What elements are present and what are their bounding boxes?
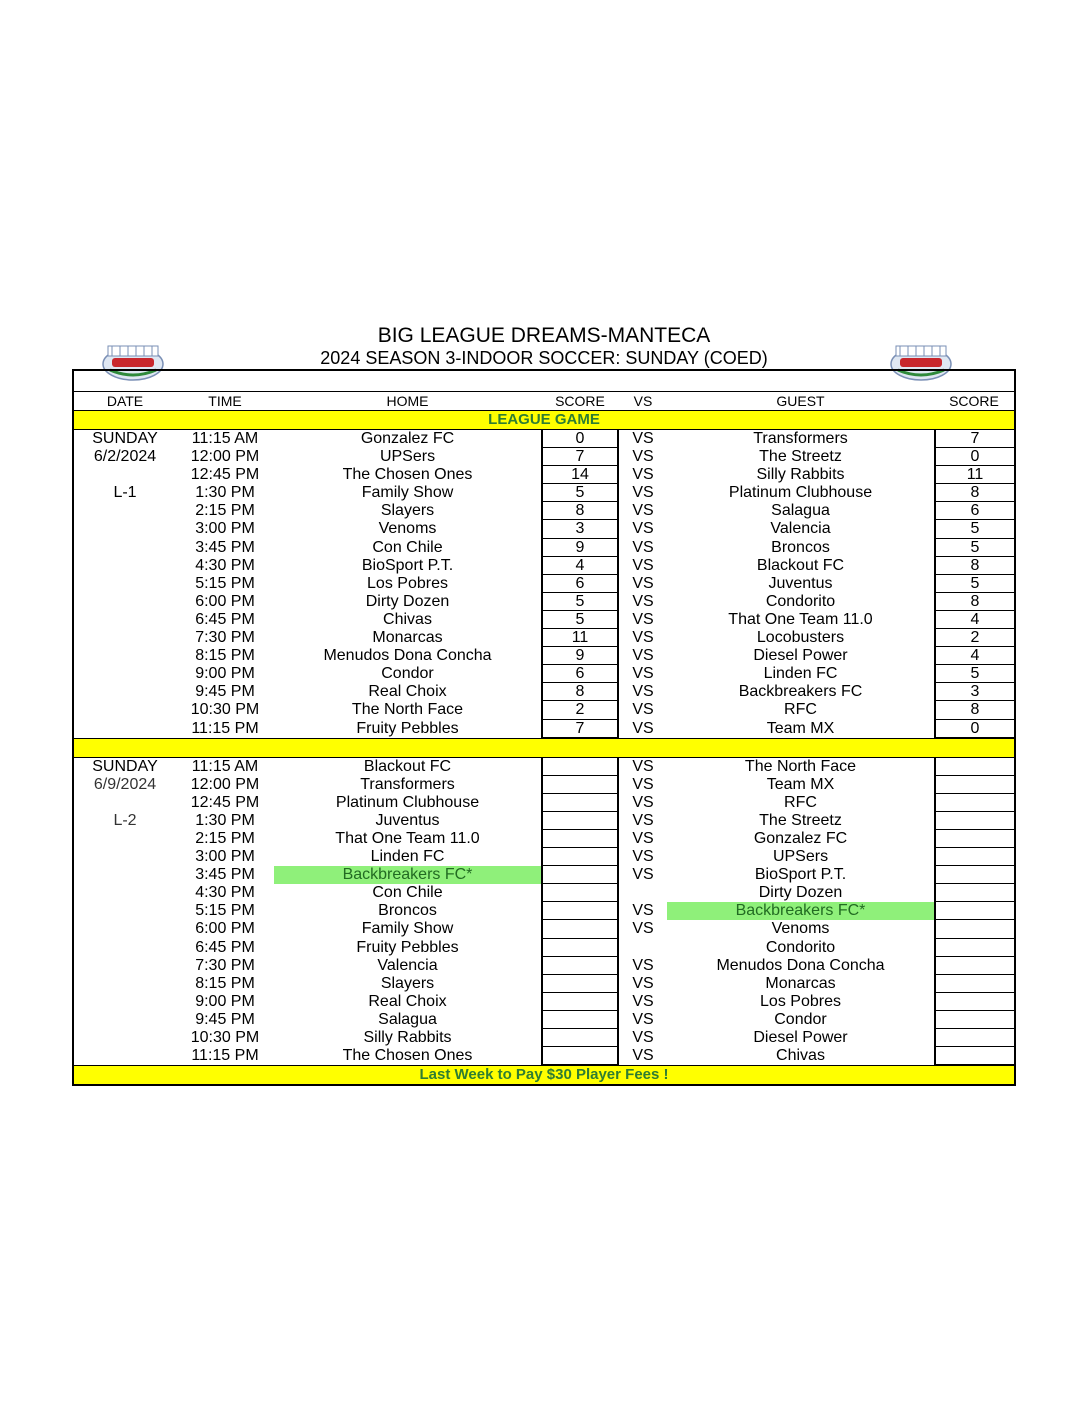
home-team: BioSport P.T.	[361, 556, 454, 574]
col-time: TIME	[208, 393, 242, 409]
game-row	[74, 866, 1014, 884]
game-time: 6:45 PM	[195, 938, 255, 956]
guest-team: Los Pobres	[760, 992, 841, 1010]
game-date-cell	[74, 665, 176, 683]
guest-team: RFC	[784, 701, 817, 719]
guest-score	[934, 993, 1014, 1011]
home-team: Los Pobres	[367, 574, 448, 592]
game-time: 11:15 AM	[191, 430, 259, 447]
home-team: UPSers	[379, 448, 436, 466]
game-row	[74, 848, 1014, 866]
page-title: BIG LEAGUE DREAMS-MANTECA	[377, 324, 711, 347]
game-row	[74, 1011, 1014, 1029]
game-time: 10:30 PM	[190, 1029, 260, 1046]
table-top-row	[74, 371, 1014, 392]
home-team: Broncos	[378, 902, 437, 920]
guest-score	[934, 957, 1014, 975]
game-time: 6:00 PM	[195, 592, 255, 610]
game-row	[74, 575, 1014, 593]
game-row	[74, 794, 1014, 812]
guest-team: Transformers	[753, 430, 848, 447]
guest-score: 8	[934, 484, 1014, 502]
guest-team: Blackout FC	[756, 556, 845, 574]
game-date-cell: 6/2/2024	[93, 448, 157, 466]
guest-score: 5	[934, 539, 1014, 557]
home-score	[541, 812, 619, 830]
home-score: 3	[541, 520, 619, 538]
vs-label: VS	[632, 920, 654, 938]
game-date-cell	[74, 830, 176, 848]
guest-score: 0	[934, 720, 1014, 738]
guest-team: UPSers	[772, 848, 829, 866]
guest-score: 3	[934, 683, 1014, 701]
game-row	[74, 539, 1014, 557]
week-separator-band	[74, 738, 1014, 758]
game-row	[74, 502, 1014, 520]
game-time: 9:45 PM	[195, 1010, 255, 1028]
guest-score: 7	[934, 430, 1014, 448]
guest-score	[934, 975, 1014, 993]
guest-team: Diesel Power	[753, 647, 848, 665]
guest-score: 2	[934, 629, 1014, 647]
home-team: Platinum Clubhouse	[335, 793, 480, 811]
home-score: 0	[541, 430, 619, 448]
home-team: Juventus	[375, 811, 440, 829]
game-date-cell	[74, 884, 176, 902]
game-date-cell	[74, 866, 176, 884]
game-row	[74, 448, 1014, 466]
game-time: 3:00 PM	[195, 520, 255, 538]
game-row	[74, 830, 1014, 848]
home-team: Family Show	[361, 484, 454, 502]
game-time: 3:45 PM	[195, 538, 255, 556]
home-score	[541, 776, 619, 794]
home-score	[541, 975, 619, 993]
game-row	[74, 1047, 1014, 1065]
vs-label: VS	[632, 1047, 654, 1065]
home-score: 11	[541, 629, 619, 647]
guest-score	[934, 1011, 1014, 1029]
game-row	[74, 629, 1014, 647]
home-team: Chivas	[383, 610, 432, 628]
game-row	[74, 720, 1014, 738]
home-score: 7	[541, 720, 619, 738]
game-date-cell	[74, 647, 176, 665]
game-date-cell: L-2	[113, 811, 137, 829]
guest-team: BioSport P.T.	[754, 866, 847, 884]
game-row	[74, 1029, 1014, 1047]
guest-score	[934, 939, 1014, 957]
guest-score: 11	[934, 466, 1014, 484]
game-row	[74, 593, 1014, 611]
game-row	[74, 993, 1014, 1011]
vs-label: VS	[632, 757, 654, 775]
game-date-cell	[74, 520, 176, 538]
vs-label: VS	[632, 1010, 654, 1028]
home-score	[541, 848, 619, 866]
home-team: Blackout FC	[363, 757, 452, 775]
home-score	[541, 758, 619, 776]
game-time: 2:15 PM	[195, 502, 255, 520]
home-team: Gonzalez FC	[360, 430, 455, 447]
guest-score: 5	[934, 575, 1014, 593]
home-score: 9	[541, 539, 619, 557]
guest-score	[934, 794, 1014, 812]
home-team: Con Chile	[372, 538, 443, 556]
game-date-cell	[74, 611, 176, 629]
vs-label: VS	[632, 610, 654, 628]
game-row	[74, 611, 1014, 629]
week1-games	[74, 430, 1014, 738]
guest-team: RFC	[784, 793, 817, 811]
vs-label: VS	[632, 866, 654, 884]
home-team: Venoms	[378, 520, 437, 538]
game-time: 4:30 PM	[195, 884, 255, 902]
vs-label: VS	[632, 502, 654, 520]
schedule-table	[72, 369, 1016, 1086]
home-score	[541, 1011, 619, 1029]
game-time: 12:45 PM	[190, 793, 260, 811]
game-row	[74, 520, 1014, 538]
guest-score	[934, 1047, 1014, 1065]
home-team: Fruity Pebbles	[356, 719, 459, 737]
vs-label: VS	[632, 701, 654, 719]
game-date-cell	[74, 848, 176, 866]
game-time: 7:30 PM	[195, 956, 255, 974]
guest-team: Menudos Dona Concha	[716, 956, 885, 974]
guest-team: Broncos	[771, 538, 830, 556]
game-date-cell	[74, 683, 176, 701]
guest-team: Team MX	[766, 775, 835, 793]
home-score: 5	[541, 593, 619, 611]
game-row	[74, 647, 1014, 665]
game-time: 11:15 PM	[191, 1047, 259, 1065]
game-time: 9:00 PM	[195, 992, 255, 1010]
col-guest-score: SCORE	[949, 393, 999, 409]
vs-label: VS	[632, 448, 654, 466]
vs-label: VS	[632, 719, 654, 737]
home-team: Con Chile	[372, 884, 443, 902]
home-score: 7	[541, 448, 619, 466]
vs-label: VS	[632, 902, 654, 920]
home-score	[541, 920, 619, 938]
guest-score: 4	[934, 647, 1014, 665]
week2-games	[74, 758, 1014, 1066]
home-score: 8	[541, 502, 619, 520]
vs-label: VS	[632, 848, 654, 866]
guest-score	[934, 848, 1014, 866]
game-time: 9:45 PM	[195, 683, 255, 701]
guest-team: Dirty Dozen	[758, 884, 843, 902]
home-score	[541, 993, 619, 1011]
guest-team: Chivas	[776, 1047, 825, 1065]
game-time: 6:00 PM	[195, 920, 255, 938]
game-time: 11:15 AM	[191, 757, 259, 775]
vs-label: VS	[632, 775, 654, 793]
vs-label: VS	[632, 556, 654, 574]
guest-score	[934, 902, 1014, 920]
game-date-cell	[74, 975, 176, 993]
game-row	[74, 812, 1014, 830]
guest-score	[934, 884, 1014, 902]
league-game-band: LEAGUE GAME	[74, 410, 1014, 430]
footer-notice: Last Week to Pay $30 Player Fees !	[74, 1065, 1014, 1084]
guest-team: Gonzalez FC	[753, 829, 848, 847]
guest-score	[934, 920, 1014, 938]
game-date-cell	[74, 993, 176, 1011]
guest-team: That One Team 11.0	[728, 610, 873, 628]
game-row	[74, 939, 1014, 957]
home-team: Backbreakers FC*	[274, 866, 541, 884]
home-team: Monarcas	[372, 629, 443, 647]
game-time: 12:45 PM	[190, 466, 260, 484]
game-row	[74, 975, 1014, 993]
game-time: 7:30 PM	[195, 629, 255, 647]
home-score: 4	[541, 557, 619, 575]
home-team: Menudos Dona Concha	[323, 647, 492, 665]
guest-team: Locobusters	[756, 629, 845, 647]
guest-score	[934, 776, 1014, 794]
guest-score: 5	[934, 520, 1014, 538]
game-date-cell	[74, 575, 176, 593]
game-time: 12:00 PM	[190, 448, 260, 466]
col-home: HOME	[386, 393, 429, 409]
vs-label: VS	[632, 811, 654, 829]
home-team: Silly Rabbits	[363, 1029, 452, 1046]
guest-team: Team MX	[766, 719, 835, 737]
game-date-cell: 6/9/2024	[93, 775, 157, 793]
home-team: Transformers	[360, 775, 455, 793]
game-row	[74, 776, 1014, 794]
guest-score	[934, 758, 1014, 776]
game-time: 8:15 PM	[195, 974, 255, 992]
guest-team: Monarcas	[765, 974, 836, 992]
home-score	[541, 830, 619, 848]
home-score: 8	[541, 683, 619, 701]
col-guest: GUEST	[776, 393, 825, 409]
game-time: 3:00 PM	[195, 848, 255, 866]
game-date-cell	[74, 720, 176, 738]
guest-team: Platinum Clubhouse	[728, 484, 873, 502]
vs-label: VS	[632, 647, 654, 665]
col-date: DATE	[106, 393, 144, 409]
home-score: 14	[541, 466, 619, 484]
guest-score: 0	[934, 448, 1014, 466]
guest-team: Diesel Power	[753, 1029, 848, 1046]
guest-score	[934, 812, 1014, 830]
home-score: 5	[541, 611, 619, 629]
home-score	[541, 794, 619, 812]
guest-team: Silly Rabbits	[756, 466, 845, 484]
game-time: 5:15 PM	[195, 574, 255, 592]
home-score	[541, 884, 619, 902]
game-date-cell	[74, 1011, 176, 1029]
home-team: That One Team 11.0	[335, 829, 480, 847]
home-team: Linden FC	[370, 848, 445, 866]
game-date-cell	[74, 557, 176, 575]
home-team: Slayers	[380, 974, 435, 992]
guest-team: Linden FC	[763, 665, 838, 683]
vs-label: VS	[632, 629, 654, 647]
guest-score: 8	[934, 593, 1014, 611]
col-vs: VS	[633, 393, 653, 409]
game-date-cell	[74, 902, 176, 920]
guest-team: Backbreakers FC*	[667, 902, 934, 920]
home-team: Dirty Dozen	[365, 592, 450, 610]
game-row	[74, 902, 1014, 920]
guest-score: 4	[934, 611, 1014, 629]
col-home-score: SCORE	[555, 393, 605, 409]
home-team: Real Choix	[368, 992, 447, 1010]
game-date-cell: L-1	[113, 484, 137, 502]
game-time: 3:45 PM	[195, 866, 255, 884]
vs-label: VS	[632, 466, 654, 484]
home-team: Slayers	[380, 502, 435, 520]
guest-score: 8	[934, 701, 1014, 719]
game-date-cell	[74, 502, 176, 520]
guest-team: The Streetz	[759, 811, 842, 829]
home-team: Valencia	[377, 956, 438, 974]
game-date-cell	[74, 939, 176, 957]
game-time: 6:45 PM	[195, 610, 255, 628]
game-date-cell: SUNDAY	[92, 430, 158, 447]
home-score: 5	[541, 484, 619, 502]
game-row	[74, 665, 1014, 683]
vs-label: VS	[632, 1029, 654, 1046]
home-team: The North Face	[351, 701, 464, 719]
game-row	[74, 758, 1014, 776]
game-time: 9:00 PM	[195, 665, 255, 683]
home-team: Salagua	[378, 1010, 437, 1028]
guest-team: Condorito	[765, 592, 836, 610]
vs-label: VS	[632, 793, 654, 811]
game-row	[74, 466, 1014, 484]
game-time: 8:15 PM	[195, 647, 255, 665]
vs-label: VS	[632, 683, 654, 701]
guest-team: Salagua	[771, 502, 830, 520]
vs-label: VS	[632, 956, 654, 974]
guest-score: 5	[934, 665, 1014, 683]
game-date-cell	[74, 701, 176, 719]
guest-score	[934, 1029, 1014, 1047]
vs-label: VS	[632, 484, 654, 502]
guest-team: Condorito	[765, 938, 836, 956]
home-team: Condor	[381, 665, 434, 683]
guest-team: Venoms	[771, 920, 830, 938]
vs-label: VS	[632, 592, 654, 610]
home-score	[541, 902, 619, 920]
game-row	[74, 957, 1014, 975]
home-score: 6	[541, 665, 619, 683]
guest-score: 6	[934, 502, 1014, 520]
home-score	[541, 1047, 619, 1065]
home-score: 2	[541, 701, 619, 719]
game-date-cell	[74, 794, 176, 812]
home-team: The Chosen Ones	[342, 466, 473, 484]
vs-label: VS	[632, 430, 654, 447]
home-score: 9	[541, 647, 619, 665]
vs-label: VS	[632, 574, 654, 592]
game-date-cell	[74, 466, 176, 484]
vs-label: VS	[632, 665, 654, 683]
home-team: Family Show	[361, 920, 454, 938]
guest-score	[934, 866, 1014, 884]
game-time: 1:30 PM	[195, 811, 255, 829]
game-date-cell: SUNDAY	[92, 757, 158, 775]
vs-label: VS	[632, 520, 654, 538]
guest-team: The North Face	[744, 757, 857, 775]
game-time: 5:15 PM	[195, 902, 255, 920]
vs-label: VS	[632, 974, 654, 992]
game-date-cell	[74, 1047, 176, 1065]
home-team: The Chosen Ones	[342, 1047, 473, 1065]
game-row	[74, 701, 1014, 719]
guest-score	[934, 830, 1014, 848]
home-score: 6	[541, 575, 619, 593]
page-subtitle: 2024 SEASON 3-INDOOR SOCCER: SUNDAY (COED)	[320, 348, 768, 368]
home-score	[541, 939, 619, 957]
game-time: 12:00 PM	[190, 775, 260, 793]
home-team: Real Choix	[368, 683, 447, 701]
game-date-cell	[74, 593, 176, 611]
game-date-cell	[74, 957, 176, 975]
game-row	[74, 884, 1014, 902]
vs-label: VS	[632, 829, 654, 847]
guest-team: Condor	[774, 1010, 827, 1028]
game-row	[74, 557, 1014, 575]
home-team: Fruity Pebbles	[356, 938, 459, 956]
game-time: 1:30 PM	[195, 484, 255, 502]
home-score	[541, 957, 619, 975]
game-date-cell	[74, 1029, 176, 1047]
vs-label: VS	[632, 992, 654, 1010]
home-score	[541, 1029, 619, 1047]
game-time: 11:15 PM	[191, 719, 259, 737]
guest-team: Backbreakers FC	[738, 683, 863, 701]
game-time: 10:30 PM	[190, 701, 260, 719]
game-date-cell	[74, 539, 176, 557]
game-time: 4:30 PM	[195, 556, 255, 574]
vs-label: VS	[632, 538, 654, 556]
home-score	[541, 866, 619, 884]
game-row	[74, 484, 1014, 502]
vs-label	[619, 939, 667, 957]
game-date-cell	[74, 629, 176, 647]
guest-score: 8	[934, 557, 1014, 575]
column-header-row	[74, 392, 1014, 410]
guest-team: Juventus	[768, 574, 833, 592]
game-time: 2:15 PM	[195, 829, 255, 847]
game-row	[74, 683, 1014, 701]
vs-label	[619, 884, 667, 902]
guest-team: The Streetz	[759, 448, 842, 466]
game-row	[74, 920, 1014, 938]
guest-team: Valencia	[770, 520, 831, 538]
game-date-cell	[74, 920, 176, 938]
game-row	[74, 430, 1014, 448]
